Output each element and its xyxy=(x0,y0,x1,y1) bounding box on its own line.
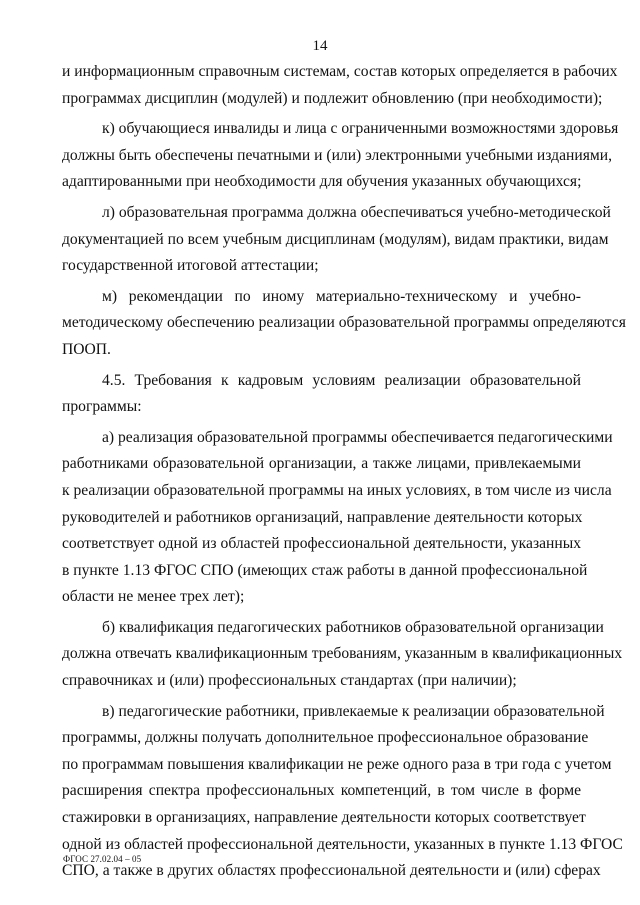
text-line: методическому обеспечению реализации образовательной программы определяются xyxy=(62,314,626,332)
text-line: должна отвечать квалификационным требованиям, указанным в квалификационных xyxy=(62,645,623,663)
text-line: СПО, а также в других областях профессиональной деятельности и (или) сферах xyxy=(62,862,601,880)
text-line: по программам повышения квалификации не реже одного раза в три года с учетом xyxy=(62,755,612,773)
text-line: руководителей и работников организаций, направление деятельности которых xyxy=(62,508,583,526)
text-line: стажировки в организациях, направление деятельности которых соответствует xyxy=(62,809,586,827)
text-line: в пункте 1.13 ФГОС СПО (имеющих стаж работы в данной профессиональной xyxy=(62,561,588,579)
text-line: и информационным справочным системам, состав которых определяется в рабочих xyxy=(62,63,618,80)
text-line: работниками образовательной организации, а также лицами, привлекаемыми xyxy=(62,455,581,473)
section-heading-line: программы: xyxy=(62,398,142,416)
text-line: программы, должны получать дополнительное профессиональное образование xyxy=(62,729,589,747)
text-line: м) рекомендации по иному материально-техническому и учебно- xyxy=(102,287,581,305)
text-line: области не менее трех лет); xyxy=(62,588,245,606)
text-line: в) педагогические работники, привлекаемые к реализации образовательной xyxy=(102,702,605,720)
text-line: справочниках и (или) профессиональных стандартах (при наличии); xyxy=(62,672,517,690)
text-line: ПООП. xyxy=(62,340,111,358)
text-line: расширения спектра профессиональных компетенций, в том числе в форме xyxy=(62,782,581,800)
text-line: к) обучающиеся инвалиды и лица с ограниченными возможностями здоровья xyxy=(102,120,619,138)
body-text xyxy=(62,59,626,885)
text-line: б) квалификация педагогических работников образовательной организации xyxy=(102,618,604,636)
text-line: программах дисциплин (модулей) и подлежит обновлению (при необходимости); xyxy=(62,89,603,107)
text-line: государственной итоговой аттестации; xyxy=(62,257,319,275)
footer-code: ФГОС 27.02.04 – 05 xyxy=(63,854,142,864)
text-line: л) образовательная программа должна обеспечиваться учебно-методической xyxy=(102,203,611,221)
text-line: документацией по всем учебным дисциплинам (модулям), видам практики, видам xyxy=(62,230,609,248)
section-heading-line: 4.5. Требования к кадровым условиям реализации образовательной xyxy=(102,371,581,389)
text-line: соответствует одной из областей профессиональной деятельности, указанных xyxy=(62,535,581,553)
text-line: должны быть обеспечены печатными и (или) электронными учебными изданиями, xyxy=(62,146,612,164)
text-line: к реализации образовательной программы на иных условиях, в том числе из числа xyxy=(62,481,612,499)
text-line: одной из областей профессиональной деятельности, указанных в пункте 1.13 ФГОС xyxy=(62,835,623,853)
text-line: а) реализация образовательной программы обеспечивается педагогическими xyxy=(102,428,613,446)
text-line: адаптированными при необходимости для обучения указанных обучающихся; xyxy=(62,173,582,191)
page-number: 14 xyxy=(312,38,328,54)
